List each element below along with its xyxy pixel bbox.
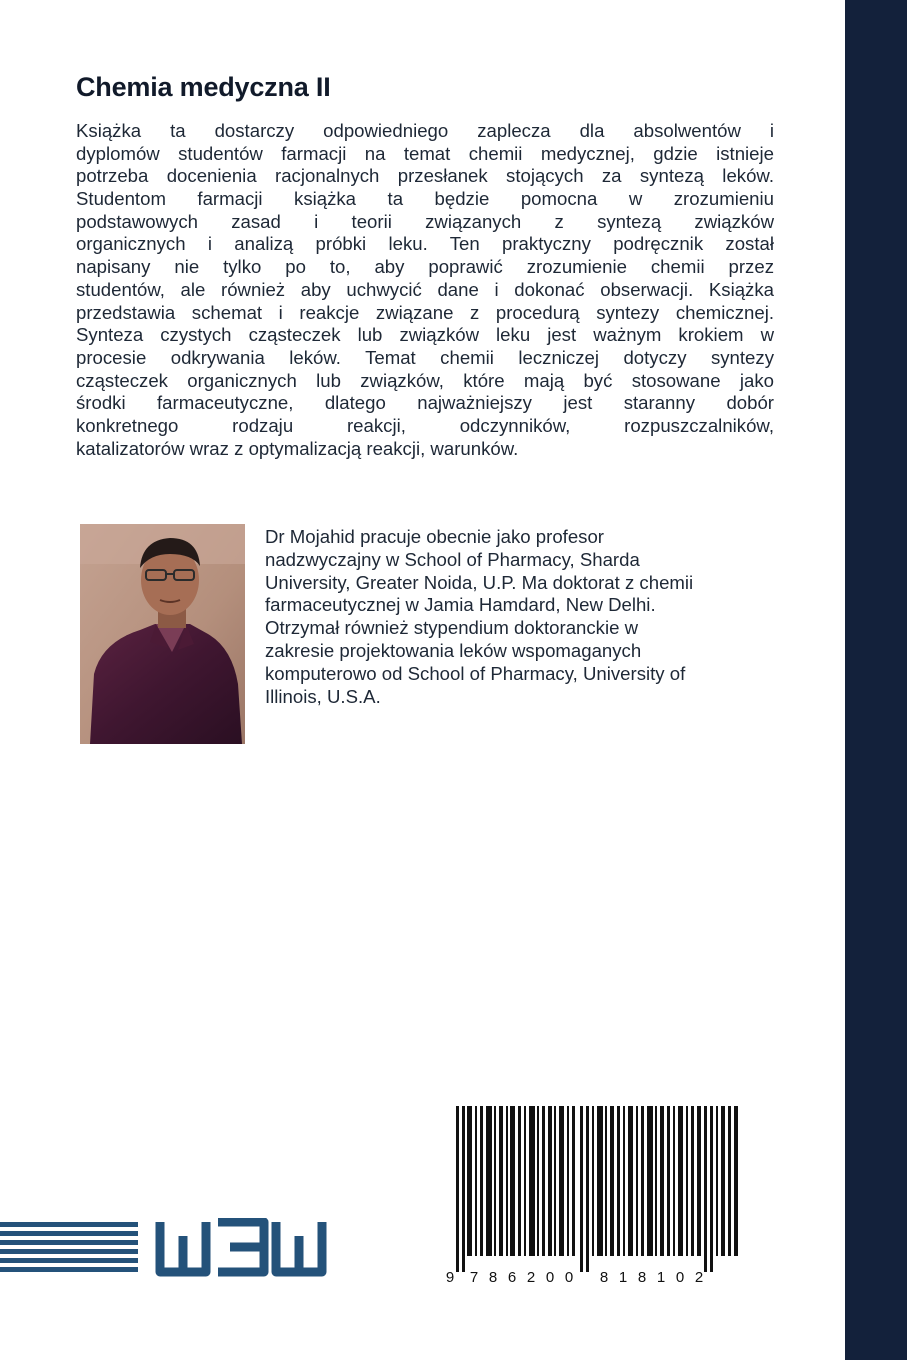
description-line: Studentom farmacji książka ta będzie pomocna w zrozumieniu	[76, 188, 774, 210]
description-line: konkretnego rodzaju reakcji, odczynników, rozpuszczalników,	[76, 414, 774, 436]
book-title: Chemia medyczna II	[76, 72, 331, 102]
bio-line: komputerowo od School of Pharmacy, University of	[265, 662, 686, 684]
description-line: studentów, ale również aby uchwycić dane i dokonać obserwacji. Książka	[76, 278, 774, 300]
description-line: cząsteczek organicznych lub związków, które mają być stosowane jako	[76, 369, 774, 391]
description-line: napisany nie tylko po to, aby poprawić zrozumienie chemii przez	[76, 256, 774, 278]
isbn-digit: 2	[526, 1269, 536, 1286]
isbn-digit: 8	[637, 1269, 647, 1286]
book-spine-strip	[845, 0, 907, 1360]
description-line: Synteza czystych cząsteczek lub związków leku jest ważnym krokiem w	[76, 324, 774, 346]
description-line: procesie odkrywania leków. Temat chemii leczniczej dotyczy syntezy	[76, 346, 774, 368]
bio-line: zakresie projektowania leków wspomaganych	[265, 639, 642, 661]
description-line: środki farmaceutyczne, dlatego najważniejszy jest staranny dobór	[76, 392, 774, 414]
description-line: podstawowych zasad i teorii związanych z syntezą związków	[76, 210, 774, 232]
isbn-digit: 2	[694, 1269, 704, 1286]
isbn-digit: 7	[469, 1269, 479, 1286]
bio-line: farmaceutycznej w Jamia Hamdard, New Delhi.	[265, 594, 656, 616]
isbn-digit: 0	[545, 1269, 555, 1286]
description-line: przedstawia schemat i reakcje związane z procedurą syntezy chemicznej.	[76, 301, 774, 323]
bio-line: nadzwyczajny w School of Pharmacy, Sharda	[265, 548, 640, 570]
bio-line: Otrzymał również stypendium doktoranckie w	[265, 617, 639, 639]
author-photo	[80, 524, 245, 744]
isbn-digit: 8	[488, 1269, 498, 1286]
author-portrait-image	[80, 524, 245, 744]
isbn-digit: 0	[675, 1269, 685, 1286]
bio-line: University, Greater Noida, U.P. Ma doktorat z chemii	[265, 571, 694, 593]
bio-line: Illinois, U.S.A.	[265, 685, 381, 707]
isbn-digit: 0	[564, 1269, 574, 1286]
description-line: organicznych i analizą próbki leku. Ten praktyczny podręcznik został	[76, 233, 774, 255]
description-line: potrzeba docenienia racjonalnych przesłanek stojących za syntezą leków.	[76, 165, 774, 187]
author-bio	[265, 526, 785, 708]
isbn-digit: 9	[446, 1269, 455, 1286]
book-description	[76, 120, 774, 460]
publisher-logo	[0, 1218, 340, 1280]
description-line: Książka ta dostarczy odpowiedniego zaplecza dla absolwentów i	[76, 120, 774, 141]
isbn-digit: 8	[599, 1269, 609, 1286]
isbn-digit: 1	[656, 1269, 666, 1286]
description-line: dyplomów studentów farmacji na temat chemii medycznej, gdzie istnieje	[76, 142, 774, 164]
bio-line: Dr Mojahid pracuje obecnie jako profesor	[265, 526, 604, 547]
isbn-digit: 1	[618, 1269, 628, 1286]
isbn-digit: 6	[507, 1269, 517, 1286]
isbn-barcode	[446, 1104, 746, 1286]
description-line: katalizatorów wraz z optymalizacją reakcji, warunków.	[76, 437, 519, 459]
